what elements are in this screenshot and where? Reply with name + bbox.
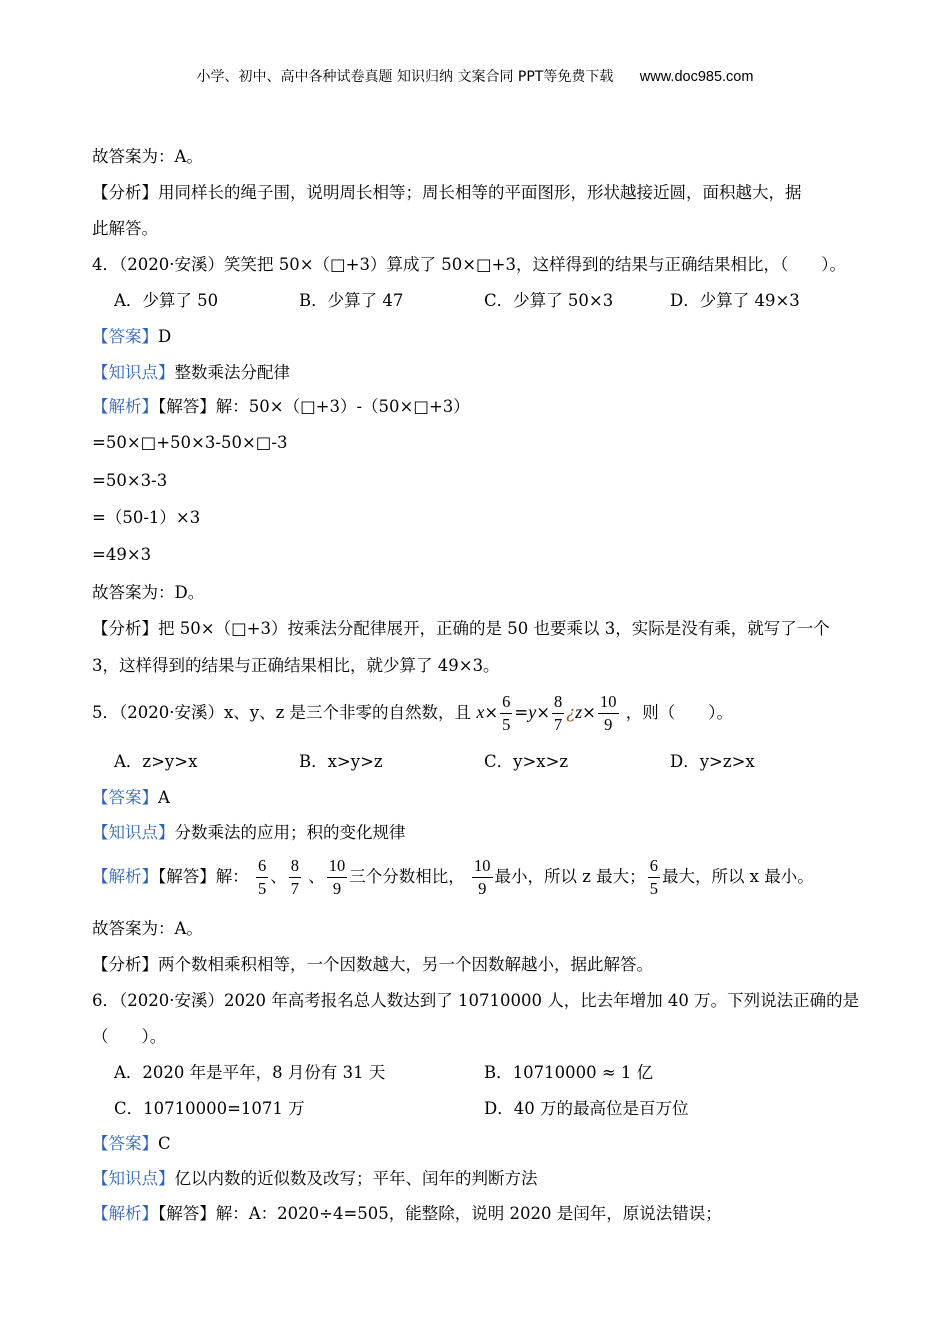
q5-knowledge: 【知识点】分数乘法的应用；积的变化规律 [92,823,406,842]
fraction-6-5: $\frac{6}{5}$ [649,856,658,898]
solve-tag: 【解答】 [158,1204,216,1223]
q4-step-1: =50×□+50×3-50×□-3 [92,433,288,452]
knowledge-tag: 【知识点】 [92,1169,175,1188]
q4-step-3: =（50-1）×3 [92,508,201,527]
q4-knowledge: 【知识点】整数乘法分配律 [92,363,290,382]
q6-option-c: C．10710000=1071 万 [114,1099,305,1118]
q4-option-b: B．少算了 47 [299,291,404,310]
fraction-10-9: $\frac{10}{9}$ [600,692,617,734]
q6-option-a: A．2020 年是平年，8 月份有 31 天 [114,1063,386,1082]
q6-option-d: D．40 万的最高位是百万位 [484,1099,689,1118]
q6-option-b: B．10710000 ≈ 1 亿 [484,1063,654,1082]
q4-option-c: C．少算了 50×3 [484,291,614,310]
fraction-8-7: $\frac{8}{7}$ [554,692,563,734]
q4-option-a: A．少算了 50 [114,291,219,310]
q5-solve: 【解析】【解答】解： $\frac{6}{5}$ 、 $\frac{8}{7}$ 、 $\frac{10}{9}$ 三个分数相比， $\frac{10}{9}$ 最小，所以 z 最大； $\frac{6}{5}$ 最大，所以 x 最小。 [92,856,814,898]
fraction-6-5: $\frac{6}{5}$ [502,692,511,734]
q4-step-2: =50×3-3 [92,471,168,490]
analysis-tag: 【分析】 [92,619,158,638]
q5-option-d: D．y>z>x [670,752,755,771]
explain-tag: 【解析】 [92,1204,158,1223]
q5-option-c: C．y>x>z [484,752,569,771]
q6-stem-line1: 6．（2020·安溪）2020 年高考报名总人数达到了 10710000 人，比去年增加 40 万。下列说法正确的是 [92,991,860,1010]
var-x: x [476,702,485,722]
knowledge-tag: 【知识点】 [92,823,175,842]
prev-analysis-line1: 【分析】用同样长的绳子围，说明周长相等；周长相等的平面图形，形状越接近圆，面积越大，据 [92,183,802,202]
fraction-8-7: $\frac{8}{7}$ [290,856,299,898]
q5-stem: 5．（2020·安溪）x、y、z 是三个非零的自然数，且 x× $\frac{6}{5}$ =y× $\frac{8}{7}$ ¿z× $\frac{10}{9}$ ，则（ ）。 [92,692,733,734]
q5-option-b: B．x>y>z [299,752,383,771]
fraction-10-9: $\frac{10}{9}$ [474,856,491,898]
solve-tag: 【解答】 [158,397,216,416]
answer-tag: 【答案】 [92,1134,158,1153]
prev-analysis-line2: 此解答。 [92,219,158,238]
analysis-tag: 【分析】 [92,183,158,202]
analysis-tag: 【分析】 [92,955,158,974]
q5-option-a: A．z>y>x [114,752,198,771]
q5-analysis: 【分析】两个数相乘积相等，一个因数越大，另一个因数解越小，据此解答。 [92,955,653,974]
var-y: y [528,702,537,722]
q4-stem: 4．（2020·安溪）笑笑把 50×（□+3）算成了 50×□+3，这样得到的结果与正确结果相比，（ ）。 [92,255,846,274]
answer-tag: 【答案】 [92,327,158,346]
explain-tag: 【解析】 [92,397,158,416]
q4-option-d: D．少算了 49×3 [670,291,800,310]
q6-knowledge: 【知识点】亿以内数的近似数及改写；平年、闰年的判断方法 [92,1169,538,1188]
var-z: z [575,702,583,722]
q4-conclusion: 故答案为：D。 [92,583,205,602]
answer-tag: 【答案】 [92,788,158,807]
q4-analysis-line1: 【分析】把 50×（□+3）按乘法分配律展开，正确的是 50 也要乘以 3，实际是没有乘，就写了一个 [92,619,830,638]
q6-stem-line2: （ ）。 [92,1027,167,1046]
q4-step-4: =49×3 [92,545,152,564]
knowledge-tag: 【知识点】 [92,363,175,382]
header-title: 小学、初中、高中各种试卷真题 知识归纳 文案合同 PPT等免费下载 [196,69,614,85]
garbled-glyph: ¿ [566,703,576,722]
q4-answer: 【答案】D [92,327,172,346]
q4-analysis-line2: 3，这样得到的结果与正确结果相比，就少算了 49×3。 [92,656,500,675]
q6-answer: 【答案】C [92,1134,171,1153]
fraction-6-5: $\frac{6}{5}$ [258,856,267,898]
explain-tag: 【解析】 [92,867,158,886]
header-site-url[interactable]: www.doc985.com [639,69,754,85]
q6-solve: 【解析】【解答】解：A：2020÷4=505，能整除，说明 2020 是闰年，原说法错误； [92,1204,722,1223]
fraction-10-9: $\frac{10}{9}$ [328,856,346,898]
page-header [0,66,950,86]
prev-conclusion: 故答案为：A。 [92,147,203,166]
q4-solve: 【解析】【解答】解：50×（□+3）-（50×□+3） [92,397,470,416]
q5-answer: 【答案】A [92,788,170,807]
solve-tag: 【解答】 [158,867,216,886]
q5-conclusion: 故答案为：A。 [92,919,203,938]
